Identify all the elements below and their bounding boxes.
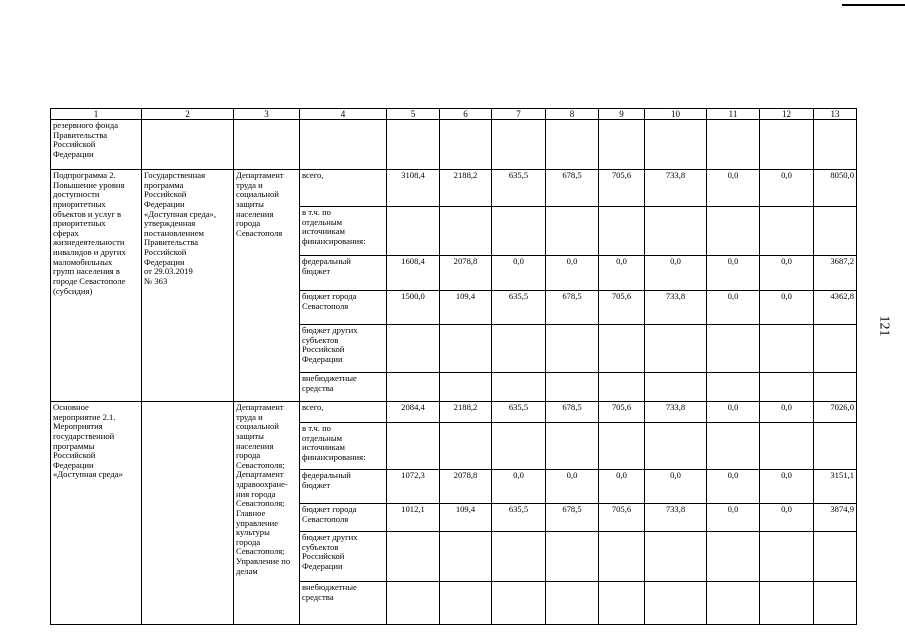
value-cell-col-5 [387,402,440,423]
value-cell-col-7 [492,373,546,402]
cell-text: внебюджетные средства [302,373,357,393]
funding-source-cell [300,470,387,504]
cell-text: 733,8 [665,402,686,413]
cell-text: 109,4 [455,504,476,515]
value-cell-col-13 [814,582,857,625]
column-header-12 [760,109,814,120]
value-cell-col-13 [814,532,857,582]
empty-cell [707,120,760,170]
cell-text: 0,0 [781,470,792,481]
funding-source-cell [300,532,387,582]
column-header-5 [387,109,440,120]
cell-text: 678,5 [562,170,582,181]
cell-text: 0,0 [781,402,792,413]
cell-text: 0,0 [727,504,739,515]
executor-cell [234,402,300,625]
value-cell-col-8 [546,325,599,373]
value-cell-col-12 [760,504,814,532]
value-cell-col-5 [387,170,440,207]
value-cell-col-8 [546,532,599,582]
value-cell-col-10 [645,373,707,402]
value-cell-col-10 [645,291,707,325]
value-cell-col-11 [707,207,760,256]
value-cell-col-6 [440,504,492,532]
funding-source-cell [300,256,387,291]
value-cell-col-7 [492,402,546,423]
value-cell-col-9 [599,402,645,423]
value-cell-col-13 [814,207,857,256]
column-header-10 [645,109,707,120]
value-cell-col-6 [440,291,492,325]
cell-text: 2078,8 [453,470,478,481]
program-name-cell [51,402,142,625]
value-cell-col-7 [492,325,546,373]
value-cell-col-7 [492,582,546,625]
cell-text: 0,0 [513,470,524,481]
cell-text: 13 [830,109,840,119]
cell-text: бюджет города Севастополя [302,504,357,524]
column-header-13 [814,109,857,120]
column-header-8 [546,109,599,120]
value-cell-col-12 [760,325,814,373]
column-header-9 [599,109,645,120]
cell-text: в т.ч. по отдельным источникам финансирования: [302,423,366,462]
cell-text: 0,0 [513,256,524,267]
value-cell-col-11 [707,402,760,423]
empty-cell [300,120,387,170]
cell-text: 0,0 [727,170,739,181]
value-cell-col-6 [440,532,492,582]
cell-text: федеральный бюджет [302,470,351,490]
value-cell-col-8 [546,582,599,625]
value-cell-col-8 [546,423,599,470]
cell-text: 733,8 [665,504,686,515]
cell-text: 7026,0 [830,402,854,413]
cell-text: 705,6 [611,504,632,515]
value-cell-col-13 [814,170,857,207]
empty-cell [492,120,546,170]
empty-cell [142,120,234,170]
empty-cell [760,120,814,170]
value-cell-col-6 [440,582,492,625]
funding-source-cell [300,207,387,256]
value-cell-col-10 [645,207,707,256]
table-body [51,109,857,625]
value-cell-col-6 [440,423,492,470]
value-cell-col-10 [645,470,707,504]
value-cell-col-6 [440,373,492,402]
value-cell-col-9 [599,504,645,532]
value-cell-col-9 [599,373,645,402]
table-row [51,120,857,170]
funding-source-cell [300,402,387,423]
value-cell-col-11 [707,256,760,291]
cell-text: 3108,4 [401,170,425,181]
value-cell-col-12 [760,170,814,207]
cell-text: 705,6 [611,402,632,413]
value-cell-col-11 [707,423,760,470]
cell-text: 0,0 [566,470,578,481]
row-label [51,120,142,170]
legal-basis-cell [142,170,234,402]
cell-text: федеральный бюджет [302,256,351,276]
value-cell-col-5 [387,207,440,256]
value-cell-col-8 [546,291,599,325]
funding-source-cell [300,170,387,207]
value-cell-col-9 [599,256,645,291]
value-cell-col-12 [760,582,814,625]
value-cell-col-6 [440,402,492,423]
empty-cell [234,120,300,170]
value-cell-col-12 [760,256,814,291]
value-cell-col-9 [599,470,645,504]
value-cell-col-10 [645,170,707,207]
funding-source-cell [300,582,387,625]
cell-text: 705,6 [611,170,632,181]
value-cell-col-8 [546,470,599,504]
value-cell-col-12 [760,291,814,325]
cell-text: 0,0 [670,470,681,481]
value-cell-col-12 [760,373,814,402]
cell-text: 0,0 [781,256,792,267]
cell-text: 10 [671,109,680,119]
legal-basis-cell [142,402,234,625]
value-cell-col-5 [387,504,440,532]
value-cell-col-13 [814,291,857,325]
cell-text: 0,0 [727,470,739,481]
cell-text: 1500,0 [401,291,425,302]
value-cell-col-12 [760,532,814,582]
value-cell-col-10 [645,504,707,532]
value-cell-col-12 [760,207,814,256]
cell-text: 4 [340,109,346,119]
value-cell-col-11 [707,582,760,625]
value-cell-col-10 [645,402,707,423]
cell-text: 0,0 [781,291,792,302]
value-cell-col-6 [440,470,492,504]
cell-text: 678,5 [562,504,582,515]
cell-text: 8050,0 [830,170,854,181]
top-rule [842,4,905,6]
value-cell-col-8 [546,170,599,207]
cell-text: 2188,2 [453,170,478,181]
cell-text: 3687,2 [830,256,854,267]
value-cell-col-5 [387,532,440,582]
value-cell-col-5 [387,582,440,625]
cell-text: в т.ч. по отдельным источникам финансирования: [302,207,366,246]
value-cell-col-7 [492,423,546,470]
cell-text: 0,0 [727,256,739,267]
cell-text: всего, [302,402,324,413]
cell-text: 3874,9 [830,504,854,515]
cell-text: 9 [619,109,624,119]
cell-text: 0,0 [727,402,739,413]
value-cell-col-7 [492,532,546,582]
cell-text: резервного фонда Правительства Российской Федерации [53,120,119,159]
value-cell-col-7 [492,170,546,207]
cell-text: Подпрограмма 2. Повышение уровня доступности приоритетных объектов и услуг в приоритетных сферах жизнедеятельности инвалидов и других маломобильных групп населения в городе Севастополе (субсидия) [53,170,126,296]
cell-text: 678,5 [562,402,582,413]
value-cell-col-11 [707,291,760,325]
column-header-11 [707,109,760,120]
value-cell-col-8 [546,402,599,423]
cell-text: всего, [302,170,324,181]
value-cell-col-8 [546,207,599,256]
cell-text: 635,5 [508,402,529,413]
value-cell-col-13 [814,470,857,504]
value-cell-col-9 [599,325,645,373]
cell-text: 0,0 [616,256,627,267]
cell-text: 733,8 [665,170,686,181]
cell-text: 635,5 [508,170,529,181]
value-cell-col-13 [814,402,857,423]
value-cell-col-10 [645,423,707,470]
cell-text: 2078,8 [453,256,478,267]
value-cell-col-6 [440,325,492,373]
cell-text: 5 [410,109,416,119]
cell-text: 6 [463,109,468,119]
value-cell-col-8 [546,256,599,291]
value-cell-col-12 [760,470,814,504]
value-cell-col-11 [707,532,760,582]
cell-text: Основное мероприятие 2.1. Мероприятия государственной программы Российской Федерации «Доступная среда» [53,402,123,480]
cell-text: бюджет других субъектов Российской Федерации [302,532,358,571]
value-cell-col-13 [814,423,857,470]
funding-source-cell [300,291,387,325]
cell-text: 705,6 [611,291,632,302]
value-cell-col-11 [707,373,760,402]
value-cell-col-9 [599,582,645,625]
cell-text: 11 [728,109,738,119]
empty-cell [645,120,707,170]
executor-cell [234,170,300,402]
empty-cell [440,120,492,170]
value-cell-col-13 [814,325,857,373]
value-cell-col-7 [492,256,546,291]
value-cell-col-7 [492,504,546,532]
value-cell-col-10 [645,582,707,625]
cell-text: 1 [93,109,99,119]
cell-text: 7 [516,109,521,119]
cell-text: 733,8 [665,291,686,302]
funding-source-cell [300,423,387,470]
funding-source-cell [300,325,387,373]
value-cell-col-13 [814,256,857,291]
cell-text: 0,0 [781,504,792,515]
value-cell-col-11 [707,470,760,504]
column-header-2 [142,109,234,120]
table-row [51,170,857,207]
empty-cell [387,120,440,170]
cell-text: 678,5 [562,291,582,302]
value-cell-col-11 [707,325,760,373]
cell-text: 3151,1 [830,470,854,481]
cell-text: 4362,8 [830,291,854,302]
value-cell-col-9 [599,207,645,256]
cell-text: 0,0 [670,256,681,267]
value-cell-col-6 [440,170,492,207]
cell-text: 635,5 [508,504,529,515]
program-table [50,108,857,625]
value-cell-col-7 [492,207,546,256]
value-cell-col-8 [546,504,599,532]
cell-text: 1608,4 [401,256,425,267]
cell-text: 12 [782,109,791,119]
value-cell-col-5 [387,291,440,325]
cell-text: 3 [264,109,269,119]
value-cell-col-7 [492,291,546,325]
value-cell-col-9 [599,291,645,325]
cell-text: 0,0 [727,291,739,302]
value-cell-col-13 [814,504,857,532]
cell-text: 8 [569,109,575,119]
cell-text: 0,0 [616,470,627,481]
value-cell-col-5 [387,325,440,373]
column-header-1 [51,109,142,120]
cell-text: Департамент труда и социальной защиты населения города Севастополя [236,170,284,238]
cell-text: внебюджетные средства [302,582,357,602]
value-cell-col-5 [387,423,440,470]
value-cell-col-5 [387,256,440,291]
cell-text: 1072,3 [401,470,425,481]
value-cell-col-9 [599,170,645,207]
cell-text: Государственная программа Российской Федерации «Доступная среда», утвержденная постановлением Правительства Российской Федерации от 29.03.2019 № 363 [144,170,216,286]
cell-text: 0,0 [566,256,578,267]
value-cell-col-6 [440,256,492,291]
cell-text: 2188,2 [453,402,478,413]
value-cell-col-13 [814,373,857,402]
value-cell-col-9 [599,423,645,470]
column-header-3 [234,109,300,120]
value-cell-col-11 [707,170,760,207]
column-header-7 [492,109,546,120]
value-cell-col-9 [599,532,645,582]
value-cell-col-10 [645,256,707,291]
value-cell-col-12 [760,423,814,470]
value-cell-col-8 [546,373,599,402]
cell-text: бюджет других субъектов Российской Федерации [302,325,358,364]
funding-source-cell [300,504,387,532]
empty-cell [546,120,599,170]
cell-text: 2 [185,109,190,119]
page-number: 121 [876,315,892,337]
header-row [51,109,857,120]
value-cell-col-5 [387,373,440,402]
cell-text: 1012,1 [401,504,425,515]
program-name-cell [51,170,142,402]
value-cell-col-10 [645,325,707,373]
value-cell-col-10 [645,532,707,582]
cell-text: 109,4 [455,291,476,302]
cell-text: бюджет города Севастополя [302,291,357,311]
cell-text: 2084,4 [401,402,425,413]
empty-cell [599,120,645,170]
cell-text: 635,5 [508,291,529,302]
value-cell-col-7 [492,470,546,504]
cell-text: 0,0 [781,170,792,181]
table-row [51,402,857,423]
value-cell-col-5 [387,470,440,504]
funding-source-cell [300,373,387,402]
value-cell-col-11 [707,504,760,532]
value-cell-col-6 [440,207,492,256]
value-cell-col-12 [760,402,814,423]
column-header-6 [440,109,492,120]
cell-text: Департамент труда и социальной защиты населения города Севастополя; Департамент здравоохране- ния города Севастополя; Главное управление культуры города Севастополя; Управление по делам [236,402,291,576]
column-header-4 [300,109,387,120]
empty-cell [814,120,857,170]
